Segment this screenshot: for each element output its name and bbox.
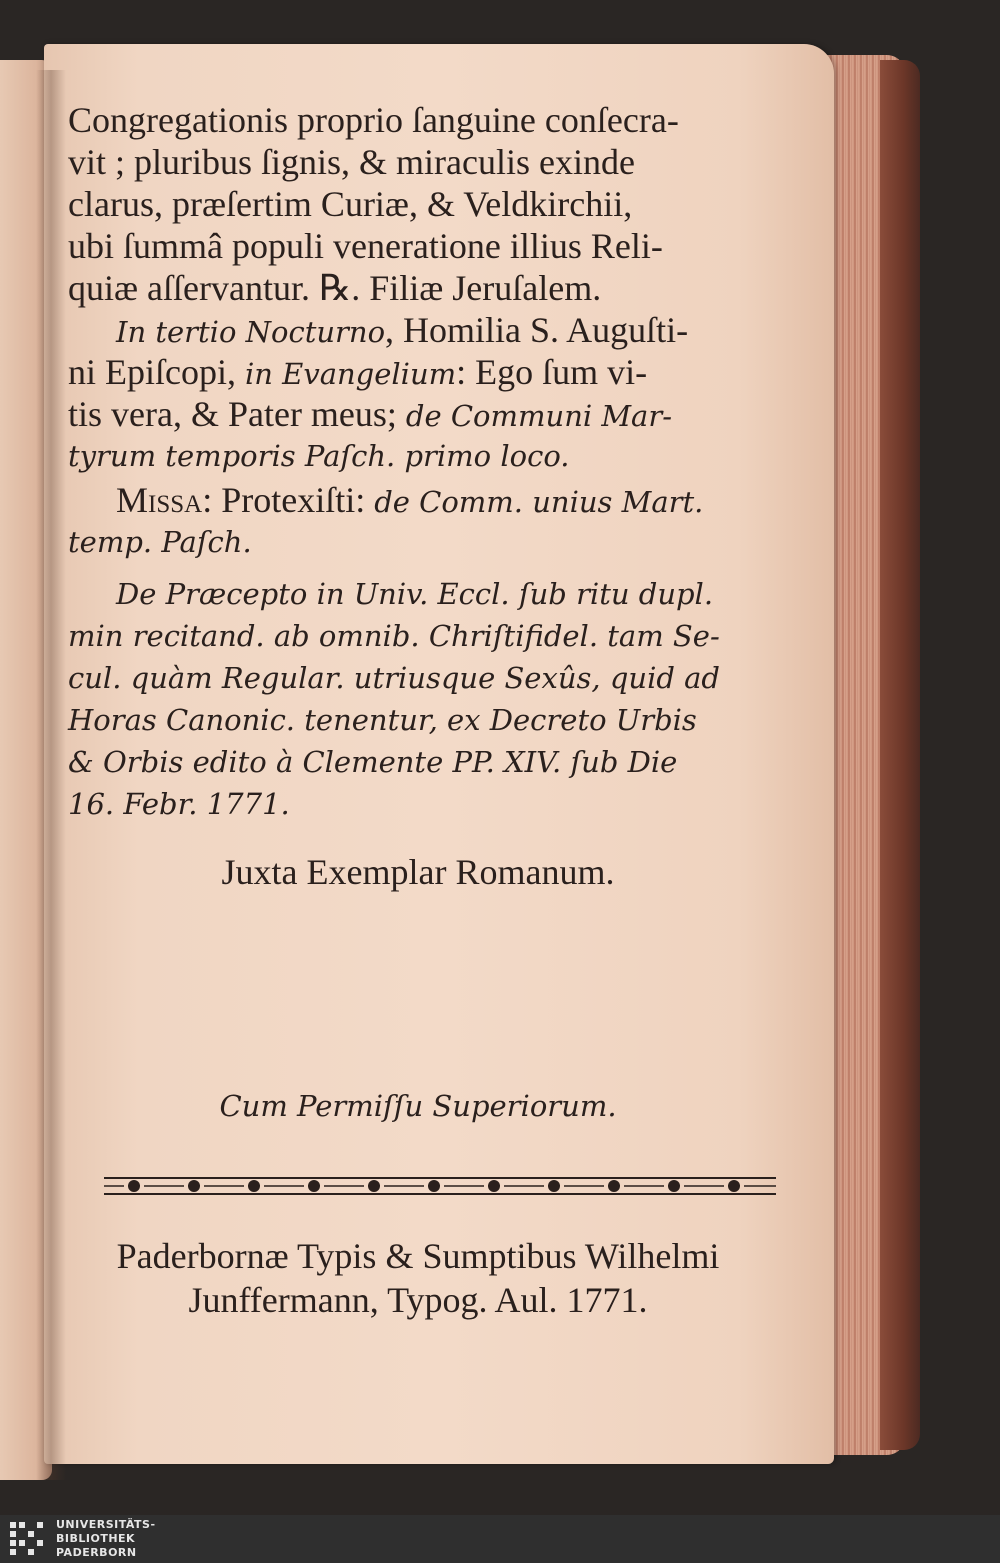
nocturno-italic: de Communi Mar- (405, 399, 673, 433)
nocturno-italic: in Evangelium (244, 357, 457, 391)
nocturno-roman: ni Epiſcopi, (68, 352, 245, 392)
nocturno-line-3 (68, 394, 768, 436)
logo-line: UNIVERSITÄTS- (56, 1518, 156, 1531)
praecepto-line: & Orbis edito à Clemente PP. XIV. ſub Die (68, 745, 678, 779)
logo-line: BIBLIOTHEK (56, 1532, 136, 1545)
text-line: vit ; pluribus ſignis, & miraculis exinde (68, 142, 635, 182)
missa-italic: de Comm. unius Mart. (374, 485, 704, 519)
text-line: Congregationis proprio ſanguine conſecra- (68, 100, 679, 140)
praecepto-line: De Præcepto in Univ. Eccl. ſub ritu dupl. (116, 577, 714, 611)
text-line: quiæ aſſervantur. ℞. Filiæ Jeruſalem. (68, 268, 602, 308)
ornament-rule (104, 1170, 776, 1202)
missa-label: Missa (116, 480, 203, 520)
nocturno-roman: , Homilia S. Auguſti- (385, 310, 689, 350)
missa-line-2: temp. Paſch. (68, 525, 252, 559)
permissu-line: Cum Permiſſu Superiorum. (219, 1089, 617, 1123)
praecepto-line: 16. Febr. 1771. (68, 787, 290, 821)
nocturno-line-4: tyrum temporis Paſch. primo loco. (68, 439, 570, 473)
logo-line: PADERBORN (56, 1546, 137, 1559)
library-logo-text (56, 1518, 156, 1560)
nocturno-roman: tis vera, & Pater meus; (68, 394, 406, 434)
text-line: clarus, præſertim Curiæ, & Veldkirchii, (68, 184, 633, 224)
praecepto-line: min recitand. ab omnib. Chriſtifidel. tam Se- (68, 619, 720, 653)
praecepto-line: cul. quàm Regular. utriusque Sexûs, quid ad (68, 661, 720, 695)
text-line: ubi ſummâ populi veneratione illius Reli- (68, 226, 663, 266)
book-cover (880, 60, 920, 1450)
nocturno-line-1 (116, 310, 768, 352)
imprint-line: Paderbornæ Typis & Sumptibus Wilhelmi (116, 1236, 720, 1276)
praecepto-line: Horas Canonic. tenentur, ex Decreto Urbis (68, 703, 697, 737)
imprint-line: Junffermann, Typog. Aul. 1771. (188, 1280, 648, 1320)
nocturno-italic: In tertio Nocturno (116, 315, 386, 349)
missa-line (116, 480, 768, 522)
nocturno-roman: : Ego ſum vi- (456, 352, 648, 392)
library-logo-icon (8, 1520, 50, 1560)
juxta-line: Juxta Exemplar Romanum. (221, 852, 615, 892)
gutter-shadow (36, 70, 66, 1480)
nocturno-line-2 (68, 352, 768, 394)
missa-text: : Protexiſti: (202, 480, 375, 520)
